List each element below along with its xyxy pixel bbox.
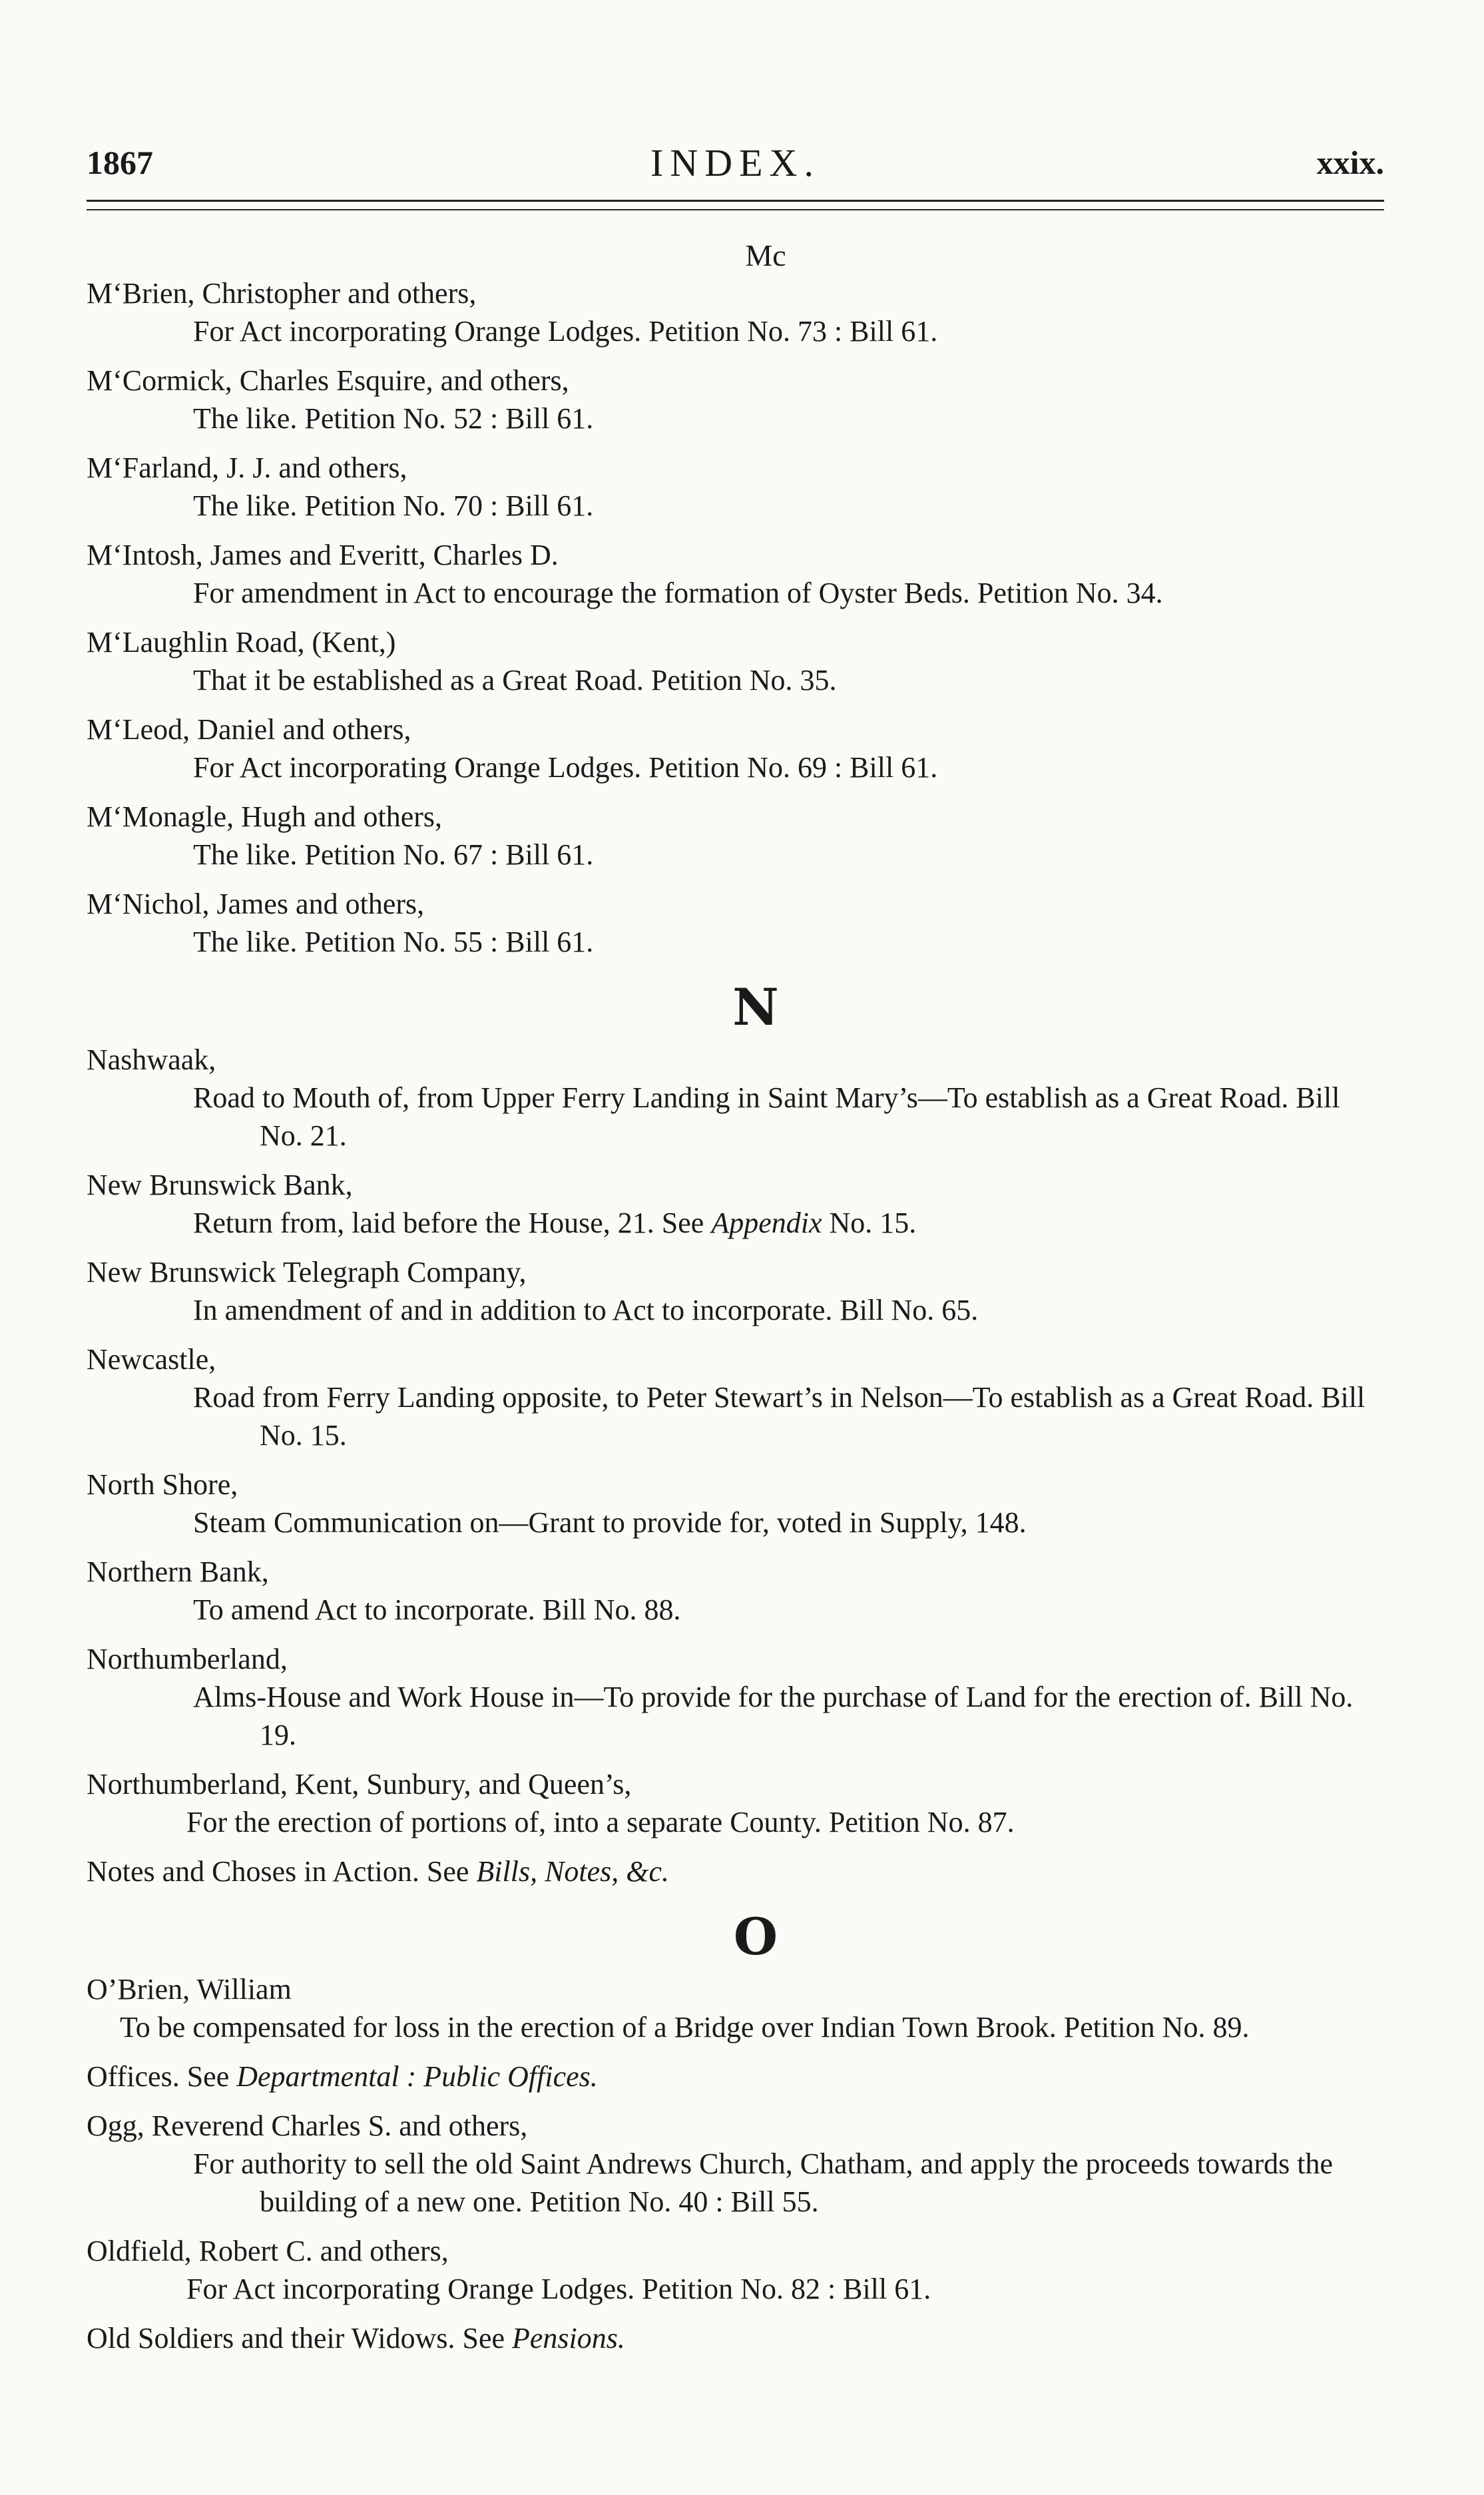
entry-heading: M‘Cormick, Charles Esquire, and others,	[87, 364, 569, 397]
index-entry	[87, 1640, 1385, 1754]
entry-heading: M‘Laughlin Road, (Kent,)	[87, 626, 396, 659]
index-entry	[87, 1553, 1385, 1629]
section-heading-mc: Mc	[745, 238, 786, 272]
index-entry	[87, 2058, 1385, 2095]
index-entry	[87, 1970, 1385, 2046]
index-entry	[87, 449, 1385, 525]
index-entry	[87, 710, 1385, 786]
index-entry	[87, 1166, 1385, 1242]
index-entry	[87, 885, 1385, 961]
entry-detail: That it be established as a Great Road. Petition No. 35.	[193, 664, 837, 696]
entry-heading: M‘Farland, J. J. and others,	[87, 451, 407, 484]
index-entries	[87, 236, 1385, 2368]
entry-heading: M‘Leod, Daniel and others,	[87, 713, 411, 746]
entry-detail: To amend Act to incorporate. Bill No. 88.	[193, 1593, 681, 1626]
entry-heading-text: Old Soldiers and their Widows. See	[87, 2322, 513, 2355]
index-entry	[87, 274, 1385, 350]
entry-heading: New Brunswick Telegraph Company,	[87, 1256, 527, 1288]
entry-detail-text: Return from, laid before the House, 21. See	[193, 1207, 712, 1239]
entry-detail: Road from Ferry Landing opposite, to Peter Stewart’s in Nelson—To establish as a Great Road. Bill No. 15.	[193, 1381, 1365, 1452]
section-heading-n: N	[732, 977, 779, 1037]
entry-heading	[87, 2058, 1385, 2095]
entry-heading: Newcastle,	[87, 1343, 216, 1376]
entry-detail: The like. Petition No. 55 : Bill 61.	[193, 926, 594, 958]
index-entry	[87, 1466, 1385, 1541]
entry-heading: Northumberland,	[87, 1643, 288, 1675]
entry-heading: M‘Brien, Christopher and others,	[87, 277, 477, 310]
index-entry	[87, 536, 1385, 612]
entry-heading: M‘Monagle, Hugh and others,	[87, 800, 443, 833]
entry-detail: Road to Mouth of, from Upper Ferry Landing in Saint Mary’s—To establish as a Great Road. Bill No. 21.	[193, 1081, 1340, 1152]
index-entry	[87, 2319, 1385, 2357]
entry-heading: M‘Nichol, James and others,	[87, 888, 425, 920]
entry-detail	[87, 1204, 1385, 1242]
entry-heading: Ogg, Reverend Charles S. and others,	[87, 2109, 528, 2142]
entry-detail: For Act incorporating Orange Lodges. Petition No. 73 : Bill 61.	[193, 315, 938, 348]
entry-detail: Steam Communication on—Grant to provide for, voted in Supply, 148.	[193, 1506, 1027, 1539]
entry-heading: Northern Bank,	[87, 1555, 269, 1588]
index-entry	[87, 1253, 1385, 1329]
entry-heading: O’Brien, William	[87, 1973, 292, 2006]
header-rule-bottom	[87, 209, 1384, 210]
entry-heading: Oldfield, Robert C. and others,	[87, 2235, 449, 2267]
entry-heading: M‘Intosh, James and Everitt, Charles D.	[87, 539, 559, 571]
entry-detail: For Act incorporating Orange Lodges. Petition No. 69 : Bill 61.	[193, 751, 938, 784]
entry-heading: Northumberland, Kent, Sunbury, and Queen’s,	[87, 1768, 632, 1801]
entry-heading	[87, 1852, 1385, 1890]
entry-detail: For authority to sell the old Saint Andrews Church, Chatham, and apply the proceeds towards the building of a new one. Petition No. 40 : Bill 55.	[193, 2147, 1334, 2218]
index-entry	[87, 2232, 1385, 2308]
entry-heading: North Shore,	[87, 1468, 238, 1501]
index-entry	[87, 1041, 1385, 1155]
entry-detail: The like. Petition No. 70 : Bill 61.	[193, 489, 594, 522]
header-page-number: xxix.	[1316, 144, 1384, 181]
entry-heading: Nashwaak,	[87, 1043, 216, 1076]
cross-reference: Appendix	[711, 1207, 822, 1239]
index-entry	[87, 1340, 1385, 1454]
entry-detail: The like. Petition No. 67 : Bill 61.	[193, 838, 594, 871]
entry-detail: In amendment of and in addition to Act to incorporate. Bill No. 65.	[193, 1294, 979, 1326]
running-header	[87, 143, 1384, 190]
entry-heading	[87, 2319, 1385, 2357]
entry-detail: For the erection of portions of, into a separate County. Petition No. 87.	[186, 1806, 1015, 1838]
index-entry	[87, 798, 1385, 874]
entry-detail-text: No. 15.	[822, 1207, 917, 1239]
entry-heading: New Brunswick Bank,	[87, 1169, 353, 1201]
index-entry	[87, 2107, 1385, 2221]
cross-reference: Pensions.	[512, 2322, 625, 2355]
header-title: INDEX.	[650, 141, 820, 184]
entry-detail: The like. Petition No. 52 : Bill 61.	[193, 402, 594, 435]
header-rule-top	[87, 200, 1384, 202]
entry-detail: Alms-House and Work House in—To provide for the purchase of Land for the erection of. Bill No. 19.	[193, 1681, 1354, 1751]
entry-detail: For Act incorporating Orange Lodges. Petition No. 82 : Bill 61.	[186, 2273, 931, 2305]
entry-detail: For amendment in Act to encourage the formation of Oyster Beds. Petition No. 34.	[193, 577, 1163, 609]
index-entry	[87, 1852, 1385, 1890]
entry-heading-text: Offices. See	[87, 2060, 237, 2093]
entry-detail: To be compensated for loss in the erection of a Bridge over Indian Town Brook. Petition No. 89.	[120, 2011, 1250, 2044]
index-entry	[87, 1765, 1385, 1841]
section-heading-o: O	[733, 1907, 778, 1966]
index-entry	[87, 623, 1385, 699]
index-entry	[87, 362, 1385, 437]
cross-reference: Departmental : Public Offices.	[236, 2060, 598, 2093]
header-year: 1867	[87, 144, 153, 181]
cross-reference: Bills, Notes, &c.	[476, 1855, 670, 1888]
entry-heading-text: Notes and Choses in Action. See	[87, 1855, 477, 1888]
